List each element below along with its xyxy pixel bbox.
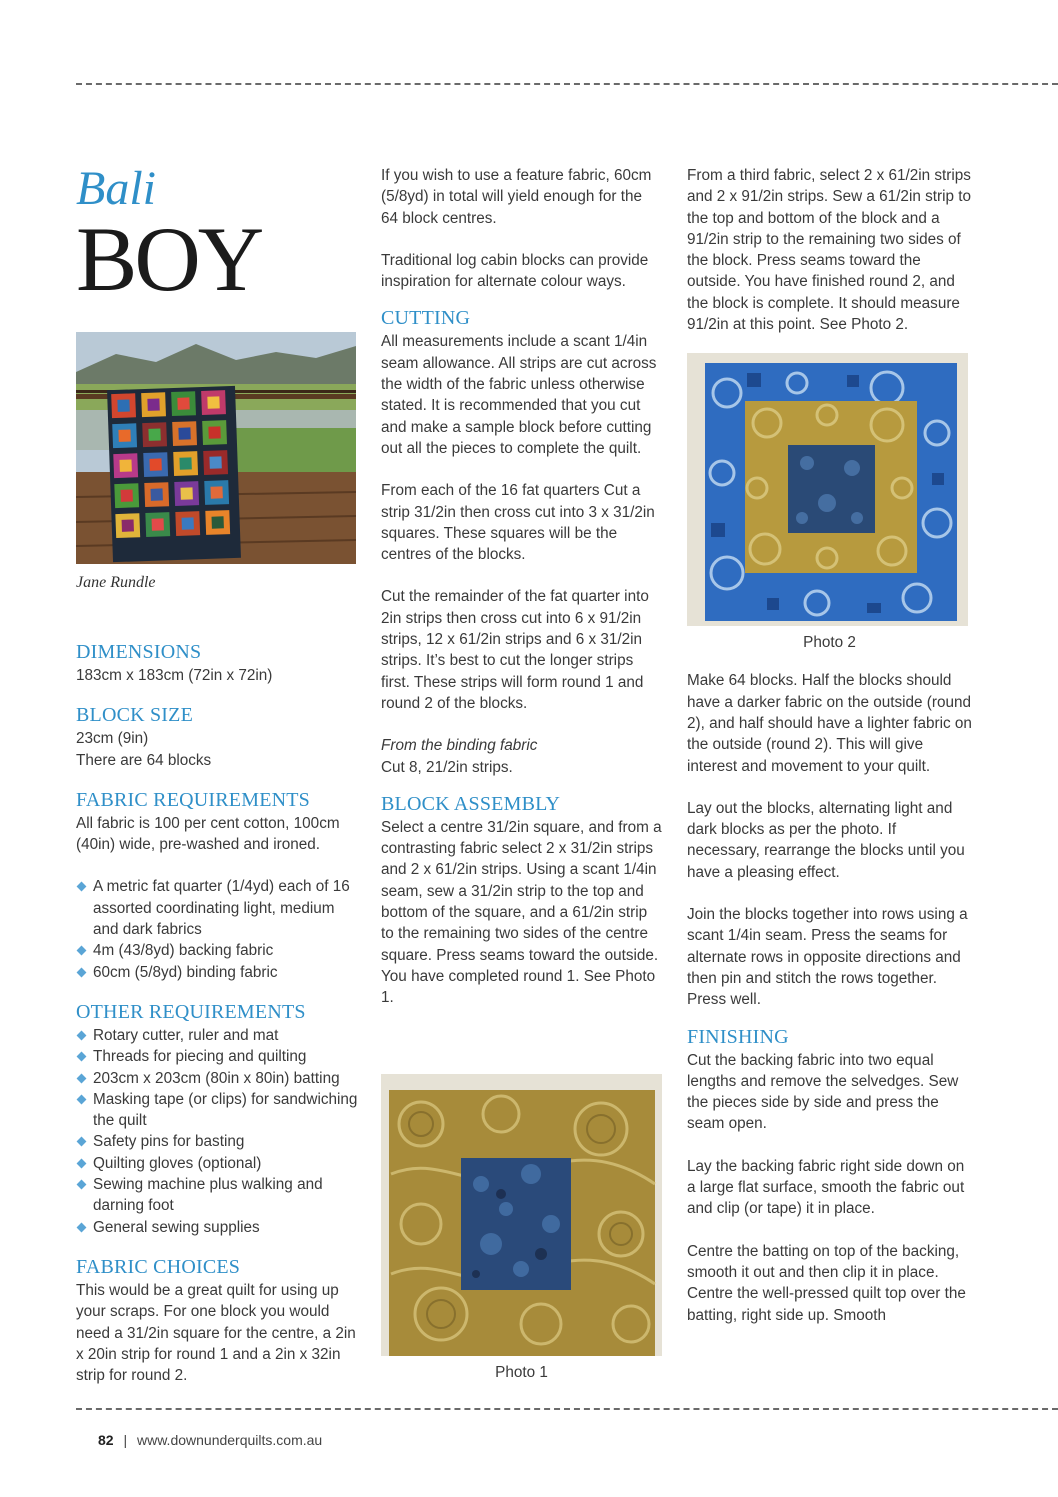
bullet-diamond-icon [77,967,87,977]
quilt-photo [76,332,358,564]
bullet-diamond-icon [77,1158,87,1168]
intro-paragraph-2: Traditional log cabin blocks can provide inspiration for alternate colour ways. [381,251,649,291]
other-requirements-heading: OTHER REQUIREMENTS [76,1000,306,1023]
column-left [76,162,358,1386]
footer-url[interactable]: www.downunderquilts.com.au [137,1432,323,1448]
block-size-heading: BLOCK SIZE [76,704,193,727]
photo-1-caption: Photo 1 [495,1364,548,1381]
cutting-heading: CUTTING [381,307,471,330]
cutting-paragraph-1: All measurements include a scant 1/4in seam allowance. All strips are cut across the width of the fabric unless otherwise stated. It is recommended that you cut and make a sample block before cutting out all the pieces to complete the quilt. [381,333,657,457]
finishing-paragraph-3: Centre the batting on top of the backing, smooth it out and then clip it in place. Centre the well-pressed quilt top over the batting, right side up. Smooth [687,1242,966,1324]
binding-label: From the binding fabric [381,737,538,755]
top-dashed-rule [76,83,1058,85]
list-item: Masking tape (or clips) for sandwiching the quilt [76,1089,358,1132]
photo-2-image [687,353,972,653]
round-2-paragraph: From a third fabric, select 2 x 61/2in strips and 2 x 91/2in strips. Sew a 61/2in strip to the top and bottom of the block and a 91/2in strip to the remaining two sides of the block. Press seams toward the outside. You have finished round 2, and the block is complete. It should measure 91/2in at this point. See Photo 2. [687,167,972,334]
intro-paragraph-1: If you wish to use a feature fabric, 60cm (5/8yd) in total will yield enough for the 64 block centres. [381,167,652,227]
photo-1-image [381,1074,662,1383]
bullet-diamond-icon [77,946,87,956]
fabric-choices-heading: FABRIC CHOICES [76,1255,241,1278]
finishing-heading: FINISHING [687,1025,789,1048]
list-item: General sewing supplies [76,1217,358,1238]
binding-text: Cut 8, 21/2in strips. [381,758,513,776]
block-size-line-1: 23cm (9in) [76,730,149,748]
footer-separator: | [123,1432,128,1448]
bullet-diamond-icon [77,1031,87,1041]
list-item: Sewing machine plus walking and darning foot [76,1174,358,1217]
column-middle [381,165,663,1381]
page-number: 82 [98,1432,114,1448]
layout-paragraph: Lay out the blocks, alternating light and dark blocks as per the photo. If necessary, rearrange the blocks until you have a pleasing effect. [687,799,965,881]
bullet-diamond-icon [77,1073,87,1083]
bullet-diamond-icon [77,1137,87,1147]
list-item: Rotary cutter, ruler and mat [76,1025,358,1046]
finishing-paragraph-1: Cut the backing fabric into two equal lengths and remove the selvedges. Sew the pieces side by side and press the seam open. [687,1051,959,1133]
make-blocks-paragraph: Make 64 blocks. Half the blocks should have a darker fabric on the outside (round 2), and half should have a lighter fabric on the outside (round 2). This will give interest and movement to your quilt. [687,672,972,775]
block-size-line-2: There are 64 blocks [76,751,212,769]
list-item: Threads for piecing and quilting [76,1046,358,1067]
list-item: Safety pins for basting [76,1131,358,1152]
cutting-paragraph-3: Cut the remainder of the fat quarter into 2in strips then cross cut into 6 x 91/2in strips, 12 x 61/2in strips and 6 x 31/2in strips. It’s best to cut the longer strips first. These strips will form round 1 and round 2 of the blocks. [381,588,649,712]
other-requirements-list [76,1025,358,1238]
dimensions-text: 183cm x 183cm (72in x 72in) [76,667,273,684]
bottom-dashed-rule [76,1408,1058,1410]
finishing-paragraph-2: Lay the backing fabric right side down on a large flat surface, smooth the fabric out and clip (or tape) it in place. [687,1157,965,1218]
author-name: Jane Rundle [76,574,156,591]
list-item: 4m (43/8yd) backing fabric [76,940,358,961]
bullet-diamond-icon [77,1222,87,1232]
dimensions-heading: DIMENSIONS [76,641,202,663]
block-assembly-text: Select a centre 31/2in square, and from a contrasting fabric select 2 x 31/2in strips and 2 x 61/2in strips. Using a scant 1/4in seam, sew a 31/2in strip to the top and bottom of the square, and a 61/2in strip to the remaining two sides of the centre square. Press seams toward the outside. You have completed round 1. See Photo 1. [381,818,662,1007]
fabric-requirements-intro: All fabric is 100 per cent cotton, 100cm (40in) wide, pre-washed and ironed. [76,814,340,854]
join-rows-paragraph: Join the blocks together into rows using a scant 1/4in seam. Press the seams for alternate rows in opposite directions and then pin and stitch the rows together. Press well. [687,906,968,1009]
page-footer [98,1432,322,1448]
list-item: Quilting gloves (optional) [76,1153,358,1174]
title-line-1: Bali [76,162,156,215]
cutting-paragraph-2: From each of the 16 fat quarters Cut a strip 31/2in then cross cut into 3 x 31/2in squares. These squares will be the centres of the blocks. [381,482,655,564]
bullet-diamond-icon [77,1052,87,1062]
fabric-requirements-list [76,876,358,982]
list-item: 60cm (5/8yd) binding fabric [76,962,358,983]
list-item: 203cm x 203cm (80in x 80in) batting [76,1068,358,1089]
fabric-requirements-heading: FABRIC REQUIREMENTS [76,788,311,811]
bullet-diamond-icon [77,1094,87,1104]
fabric-choices-text: This would be a great quilt for using up your scraps. For one block you would need a 31/2in square for the centre, a 2in x 20in strip for round 1 and a 2in x 32in strip for round 2. [76,1281,356,1385]
block-assembly-heading: BLOCK ASSEMBLY [381,792,561,815]
bullet-diamond-icon [77,882,87,892]
bullet-diamond-icon [77,1180,87,1190]
list-item: A metric fat quarter (1/4yd) each of 16 assorted coordinating light, medium and dark fabrics [76,876,358,940]
column-right [687,165,972,1326]
title-line-2: BOY [76,208,262,310]
photo-2-caption: Photo 2 [803,634,856,652]
